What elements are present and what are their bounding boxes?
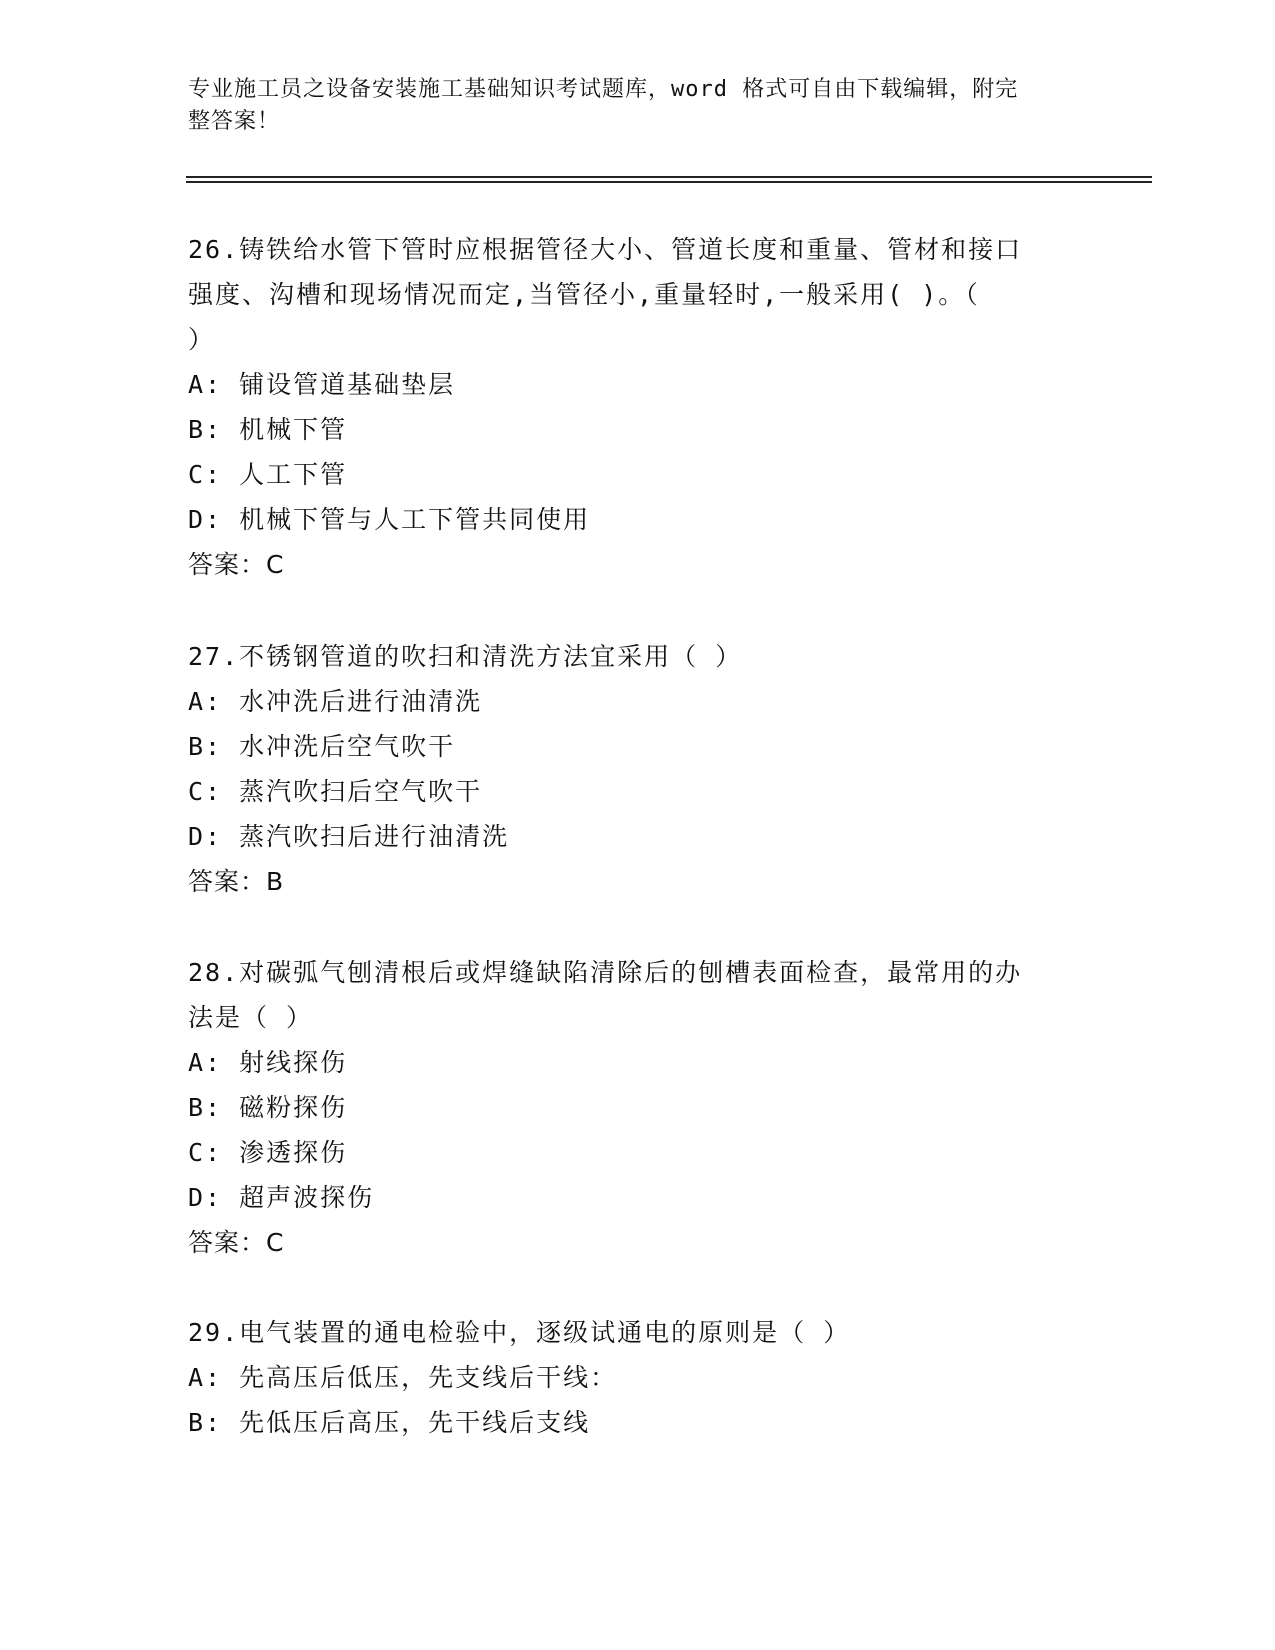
question-28: [188, 950, 1088, 1265]
answer: 答案：C: [188, 550, 285, 579]
question-stem: [188, 227, 1088, 362]
stem-line: 强度、沟槽和现场情况而定,当管径小,重量轻时,一般采用( )。（: [188, 280, 980, 309]
question-26: [188, 227, 1088, 587]
option-c: C: 渗透探伤: [188, 1138, 348, 1167]
option-b: B: 先低压后高压，先干线后支线: [188, 1408, 591, 1437]
document-header: [188, 74, 1068, 138]
question-stem: [188, 634, 1088, 679]
option-a: A: 射线探伤: [188, 1048, 348, 1077]
question-29: [188, 1310, 1088, 1445]
stem-line: 26.铸铁给水管下管时应根据管径大小、管道长度和重量、管材和接口: [188, 235, 1023, 264]
header-line-2: 整答案！: [188, 109, 281, 134]
question-stem: [188, 950, 1088, 1040]
option-c: C: 人工下管: [188, 460, 348, 489]
option-d: D: 蒸汽吹扫后进行油清洗: [188, 822, 510, 851]
option-d: D: 超声波探伤: [188, 1183, 375, 1212]
option-a: A: 铺设管道基础垫层: [188, 370, 456, 399]
option-a: A: 先高压后低压，先支线后干线：: [188, 1363, 618, 1392]
option-b: B: 磁粉探伤: [188, 1093, 348, 1122]
question-27: [188, 634, 1088, 904]
answer: 答案：B: [188, 867, 285, 896]
stem-line: ）: [188, 325, 216, 354]
stem-line: 27.不锈钢管道的吹扫和清洗方法宜采用（ ）: [188, 642, 743, 671]
option-a: A: 水冲洗后进行油清洗: [188, 687, 483, 716]
header-line-1: 专业施工员之设备安装施工基础知识考试题库，word 格式可自由下载编辑，附完: [188, 77, 1019, 102]
option-b: B: 水冲洗后空气吹干: [188, 732, 456, 761]
option-b: B: 机械下管: [188, 415, 348, 444]
stem-line: 法是（ ）: [188, 1003, 314, 1032]
option-c: C: 蒸汽吹扫后空气吹干: [188, 777, 483, 806]
option-d: D: 机械下管与人工下管共同使用: [188, 505, 591, 534]
question-stem: [188, 1310, 1088, 1355]
header-divider-top: [186, 176, 1152, 178]
answer: 答案：C: [188, 1228, 285, 1257]
header-divider-bottom: [186, 181, 1152, 183]
stem-line: 28.对碳弧气刨清根后或焊缝缺陷清除后的刨槽表面检查，最常用的办: [188, 958, 1023, 987]
stem-line: 29.电气装置的通电检验中，逐级试通电的原则是（ ）: [188, 1318, 851, 1347]
